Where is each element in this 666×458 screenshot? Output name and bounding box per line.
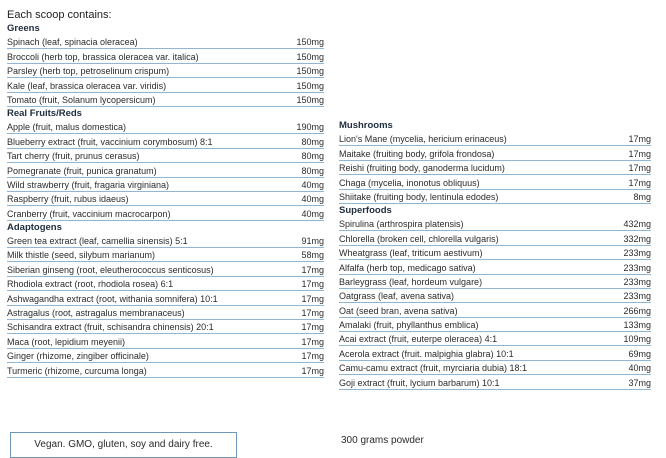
ingredient-amount: 8mg: [633, 191, 651, 202]
ingredient-row: [339, 289, 651, 303]
ingredient-row: [339, 361, 651, 375]
ingredient-name: Camu-camu extract (fruit, myrciaria dubia) 18:1: [339, 363, 528, 374]
ingredient-amount: 133mg: [623, 320, 651, 331]
ingredient-name: Rhodiola extract (root, rhodiola rosea) 6:1: [7, 279, 174, 290]
ingredient-row: [339, 246, 651, 260]
ingredient-amount: 40mg: [301, 179, 324, 190]
ingredient-amount: 190mg: [296, 122, 324, 133]
ingredient-name: Chlorella (broken cell, chlorella vulgaris): [339, 233, 499, 244]
ingredient-name: Spinach (leaf, spinacia oleracea): [7, 37, 138, 48]
ingredient-row: [7, 134, 324, 148]
left-column: [7, 8, 324, 378]
ingredient-row: [339, 231, 651, 245]
ingredient-name: Tomato (fruit, Solanum lycopersicum): [7, 94, 156, 105]
ingredient-amount: 69mg: [628, 348, 651, 359]
ingredient-name: Wheatgrass (leaf, triticum aestivum): [339, 248, 483, 259]
ingredient-row: [7, 64, 324, 78]
ingredient-name: Kale (leaf, brassica oleracea var. viridis): [7, 80, 167, 91]
ingredient-row: [7, 120, 324, 134]
ingredient-amount: 17mg: [628, 134, 651, 145]
ingredient-name: Schisandra extract (fruit, schisandra chinensis) 20:1: [7, 322, 214, 333]
ingredient-row: [339, 303, 651, 317]
ingredient-row: [7, 93, 324, 107]
ingredient-amount: 17mg: [301, 365, 324, 376]
ingredient-amount: 150mg: [296, 66, 324, 77]
ingredient-row: [339, 175, 651, 189]
ingredient-name: Shiitake (fruiting body, lentinula edodes): [339, 191, 499, 202]
ingredient-name: Apple (fruit, malus domestica): [7, 122, 127, 133]
ingredient-amount: 150mg: [296, 94, 324, 105]
ingredient-amount: 80mg: [301, 136, 324, 147]
ingredient-row: [7, 78, 324, 92]
ingredient-row: [7, 35, 324, 49]
ingredient-name: Chaga (mycelia, inonotus obliquus): [339, 177, 480, 188]
ingredient-name: Astragalus (root, astragalus membranaceus): [7, 308, 185, 319]
ingredient-amount: 17mg: [301, 351, 324, 362]
ingredient-row: [339, 332, 651, 346]
ingredient-row: [339, 375, 651, 389]
right-column: [339, 119, 651, 390]
ingredient-amount: 40mg: [301, 208, 324, 219]
ingredient-amount: 17mg: [628, 148, 651, 159]
ingredient-amount: 109mg: [623, 334, 651, 345]
ingredient-name: Broccoli (herb top, brassica oleracea var. italica): [7, 51, 199, 62]
ingredient-row: [7, 178, 324, 192]
ingredient-name: Spirulina (arthrospira platensis): [339, 219, 464, 230]
ingredient-amount: 432mg: [623, 219, 651, 230]
ingredient-amount: 17mg: [301, 264, 324, 275]
ingredient-row: [7, 234, 324, 248]
ingredient-amount: 40mg: [628, 363, 651, 374]
dietary-note-box: Vegan. GMO, gluten, soy and dairy free.: [10, 432, 237, 458]
ingredient-name: Tart cherry (fruit, prunus cerasus): [7, 151, 140, 162]
section-title: Adaptogens: [7, 221, 62, 233]
ingredient-row: [7, 349, 324, 363]
ingredient-row: [7, 262, 324, 276]
ingredient-amount: 17mg: [301, 308, 324, 319]
left-sections: [7, 22, 324, 378]
ingredient-row: [7, 291, 324, 305]
ingredient-row: [7, 248, 324, 262]
ingredient-name: Cranberry (fruit, vaccinium macrocarpon): [7, 208, 171, 219]
ingredient-name: Oat (seed bran, avena sativa): [339, 305, 458, 316]
ingredient-amount: 17mg: [301, 322, 324, 333]
section-title: Superfoods: [339, 204, 392, 216]
ingredient-amount: 233mg: [623, 262, 651, 273]
ingredient-amount: 17mg: [301, 336, 324, 347]
section-title: Mushrooms: [339, 120, 393, 131]
ingredient-amount: 17mg: [628, 177, 651, 188]
ingredient-name: Pomegranate (fruit, punica granatum): [7, 165, 157, 176]
ingredient-row: [339, 275, 651, 289]
ingredient-name: Barleygrass (leaf, hordeum vulgare): [339, 276, 483, 287]
ingredient-name: Milk thistle (seed, silybum marianum): [7, 250, 156, 261]
ingredient-amount: 233mg: [623, 291, 651, 302]
ingredient-amount: 266mg: [623, 305, 651, 316]
ingredient-name: Ashwagandha extract (root, withania somnifera) 10:1: [7, 293, 218, 304]
ingredient-amount: 150mg: [296, 80, 324, 91]
section-title: Greens: [7, 23, 40, 34]
ingredient-name: Acai extract (fruit, euterpe oleracea) 4:1: [339, 334, 498, 345]
ingredient-name: Blueberry extract (fruit, vaccinium corymbosum) 8:1: [7, 136, 213, 147]
ingredient-name: Raspberry (fruit, rubus idaeus): [7, 194, 129, 205]
ingredient-row: [7, 206, 324, 220]
ingredient-name: Parsley (herb top, petroselinum crispum): [7, 66, 170, 77]
section-title: Real Fruits/Reds: [7, 107, 82, 119]
ingredient-name: Maitake (fruiting body, grifola frondosa): [339, 148, 495, 159]
ingredient-row: [339, 190, 651, 204]
ingredient-row: [7, 320, 324, 334]
ingredient-row: [7, 49, 324, 63]
ingredient-amount: 17mg: [301, 293, 324, 304]
ingredient-amount: 37mg: [628, 377, 651, 388]
ingredient-amount: 40mg: [301, 194, 324, 205]
ingredient-name: Ginger (rhizome, zingiber officinale): [7, 351, 149, 362]
ingredient-row: [7, 363, 324, 377]
ingredient-row: [339, 161, 651, 175]
ingredient-row: [7, 306, 324, 320]
ingredient-name: Reishi (fruiting body, ganoderma lucidum): [339, 163, 505, 174]
ingredient-name: Green tea extract (leaf, camellia sinensis) 5:1: [7, 236, 188, 247]
ingredient-amount: 150mg: [296, 51, 324, 62]
ingredient-name: Alfalfa (herb top, medicago sativa): [339, 262, 476, 273]
ingredient-amount: 233mg: [623, 276, 651, 287]
ingredient-amount: 150mg: [296, 37, 324, 48]
ingredient-amount: 332mg: [623, 233, 651, 244]
ingredient-name: Lion's Mane (mycelia, hericium erinaceus): [339, 134, 507, 145]
ingredient-name: Amalaki (fruit, phyllanthus emblica): [339, 320, 479, 331]
ingredient-row: [339, 217, 651, 231]
ingredient-row: [339, 132, 651, 146]
ingredient-row: [339, 346, 651, 360]
ingredient-row: [7, 277, 324, 291]
ingredient-row: [7, 334, 324, 348]
ingredient-amount: 58mg: [301, 250, 324, 261]
ingredient-name: Turmeric (rhizome, curcuma longa): [7, 365, 147, 376]
ingredient-row: [339, 146, 651, 160]
ingredient-name: Acerola extract (fruit. malpighia glabra) 10:1: [339, 348, 514, 359]
ingredient-amount: 17mg: [301, 279, 324, 290]
right-sections: [339, 119, 651, 390]
ingredient-row: [7, 149, 324, 163]
ingredient-amount: 80mg: [301, 151, 324, 162]
ingredient-name: Siberian ginseng (root, eleutherococcus senticosus): [7, 264, 214, 275]
ingredient-amount: 91mg: [301, 236, 324, 247]
ingredient-amount: 233mg: [623, 248, 651, 259]
heading: Each scoop contains:: [7, 9, 112, 21]
ingredient-row: [7, 163, 324, 177]
ingredient-row: [339, 260, 651, 274]
powder-weight: 300 grams powder: [341, 435, 424, 446]
ingredient-row: [339, 318, 651, 332]
ingredient-amount: 80mg: [301, 165, 324, 176]
ingredient-name: Oatgrass (leaf, avena sativa): [339, 291, 455, 302]
ingredient-name: Goji extract (fruit, lycium barbarum) 10:1: [339, 377, 500, 388]
ingredient-name: Maca (root, lepidium meyenii): [7, 336, 126, 347]
ingredient-name: Wild strawberry (fruit, fragaria virginiana): [7, 179, 170, 190]
ingredient-amount: 17mg: [628, 163, 651, 174]
ingredient-row: [7, 192, 324, 206]
